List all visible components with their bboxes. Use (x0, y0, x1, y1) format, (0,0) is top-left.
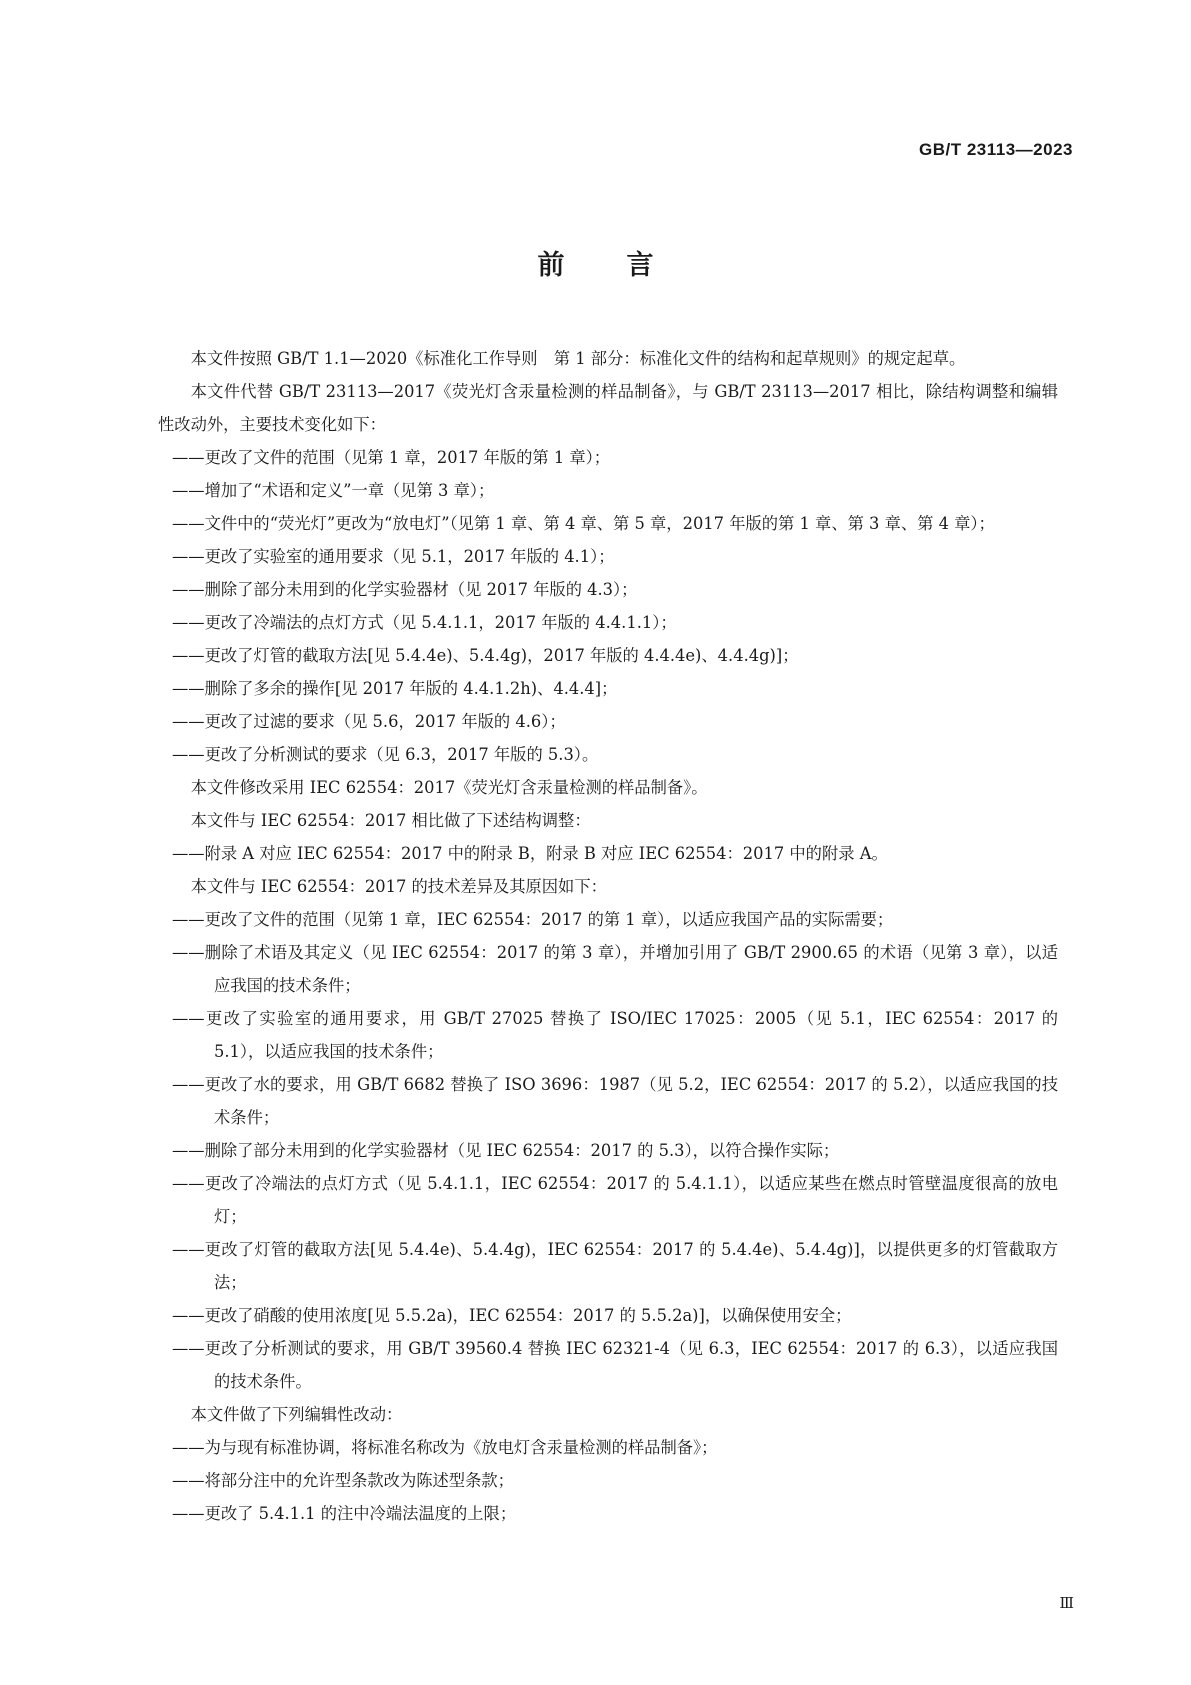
paragraph: 本文件与 IEC 62554：2017 的技术差异及其原因如下： (190, 877, 607, 896)
list-item: ——更改了灯管的截取方法[见 5.4.4e)、5.4.4g)，2017 年版的 4.4.4e)、4.4.4g)]； (172, 646, 799, 665)
paragraph: 本文件代替 GB/T 23113—2017《荧光灯含汞量检测的样品制备》，与 GB/T 23113—2017 相比，除结构调整和编辑性改动外，主要技术变化如下： (158, 382, 1058, 434)
list-item: ——更改了冷端法的点灯方式（见 5.4.1.1，IEC 62554：2017 的 5.4.1.1），以适应某些在燃点时管壁温度很高的放电灯； (172, 1174, 1058, 1226)
list-item: ——更改了 5.4.1.1 的注中冷端法温度的上限； (172, 1504, 517, 1523)
list-item: ——更改了灯管的截取方法[见 5.4.4e)、5.4.4g)，IEC 62554：2017 的 5.4.4e)、5.4.4g)]，以提供更多的灯管截取方法； (172, 1240, 1058, 1292)
list-item: ——更改了文件的范围（见第 1 章，IEC 62554：2017 的第 1 章），以适应我国产品的实际需要； (172, 910, 894, 929)
page-title: 前言 (537, 250, 716, 281)
list-item: ——更改了冷端法的点灯方式（见 5.4.1.1，2017 年版的 4.4.1.1）； (172, 613, 677, 632)
paragraph: 本文件按照 GB/T 1.1—2020《标准化工作导则 第 1 部分：标准化文件的结构和起草规则》的规定起草。 (190, 349, 966, 368)
list-item: ——更改了分析测试的要求（见 6.3，2017 年版的 5.3）。 (172, 745, 599, 764)
list-item: ——将部分注中的允许型条款改为陈述型条款； (172, 1471, 514, 1490)
paragraph: 本文件做了下列编辑性改动： (190, 1405, 403, 1424)
list-item: ——更改了分析测试的要求，用 GB/T 39560.4 替换 IEC 62321-4（见 6.3，IEC 62554：2017 的 6.3），以适应我国的技术条件。 (172, 1339, 1058, 1391)
list-item: ——更改了硝酸的使用浓度[见 5.5.2a)，IEC 62554：2017 的 5.5.2a)]，以确保使用安全； (172, 1306, 852, 1325)
paragraph: 本文件修改采用 IEC 62554：2017《荧光灯含汞量检测的样品制备》。 (190, 778, 708, 797)
list-item: ——为与现有标准协调，将标准名称改为《放电灯含汞量检测的样品制备》； (172, 1438, 718, 1457)
list-item: ——附录 A 对应 IEC 62554：2017 中的附录 B，附录 B 对应 IEC 62554：2017 中的附录 A。 (172, 844, 888, 863)
list-item: ——删除了部分未用到的化学实验器材（见 2017 年版的 4.3）； (172, 580, 638, 599)
standard-number: GB/T 23113—2023 (919, 140, 1073, 159)
list-item: ——更改了文件的范围（见第 1 章，2017 年版的第 1 章）； (172, 448, 611, 467)
list-item: ——文件中的“荧光灯”更改为“放电灯”（见第 1 章、第 4 章、第 5 章，2017 年版的第 1 章、第 3 章、第 4 章）； (172, 514, 995, 533)
list-item: ——删除了术语及其定义（见 IEC 62554：2017 的第 3 章），并增加引用了 GB/T 2900.65 的术语（见第 3 章），以适应我国的技术条件； (172, 943, 1058, 995)
document-body (158, 342, 1058, 1530)
page-number: Ⅲ (1059, 1596, 1074, 1612)
list-item: ——更改了过滤的要求（见 5.6，2017 年版的 4.6）； (172, 712, 566, 731)
list-item: ——增加了“术语和定义”一章（见第 3 章）； (172, 481, 495, 500)
paragraph: 本文件与 IEC 62554：2017 相比做了下述结构调整： (190, 811, 591, 830)
list-item: ——更改了水的要求，用 GB/T 6682 替换了 ISO 3696：1987（见 5.2，IEC 62554：2017 的 5.2），以适应我国的技术条件； (172, 1075, 1058, 1127)
list-item: ——删除了部分未用到的化学实验器材（见 IEC 62554：2017 的 5.3），以符合操作实际； (172, 1141, 840, 1160)
list-item: ——删除了多余的操作[见 2017 年版的 4.4.1.2h)、4.4.4]； (172, 679, 618, 698)
list-item: ——更改了实验室的通用要求，用 GB/T 27025 替换了 ISO/IEC 17025：2005（见 5.1，IEC 62554：2017 的 5.1），以适应我国的技术条件； (172, 1009, 1058, 1061)
list-item: ——更改了实验室的通用要求（见 5.1，2017 年版的 4.1）； (172, 547, 615, 566)
